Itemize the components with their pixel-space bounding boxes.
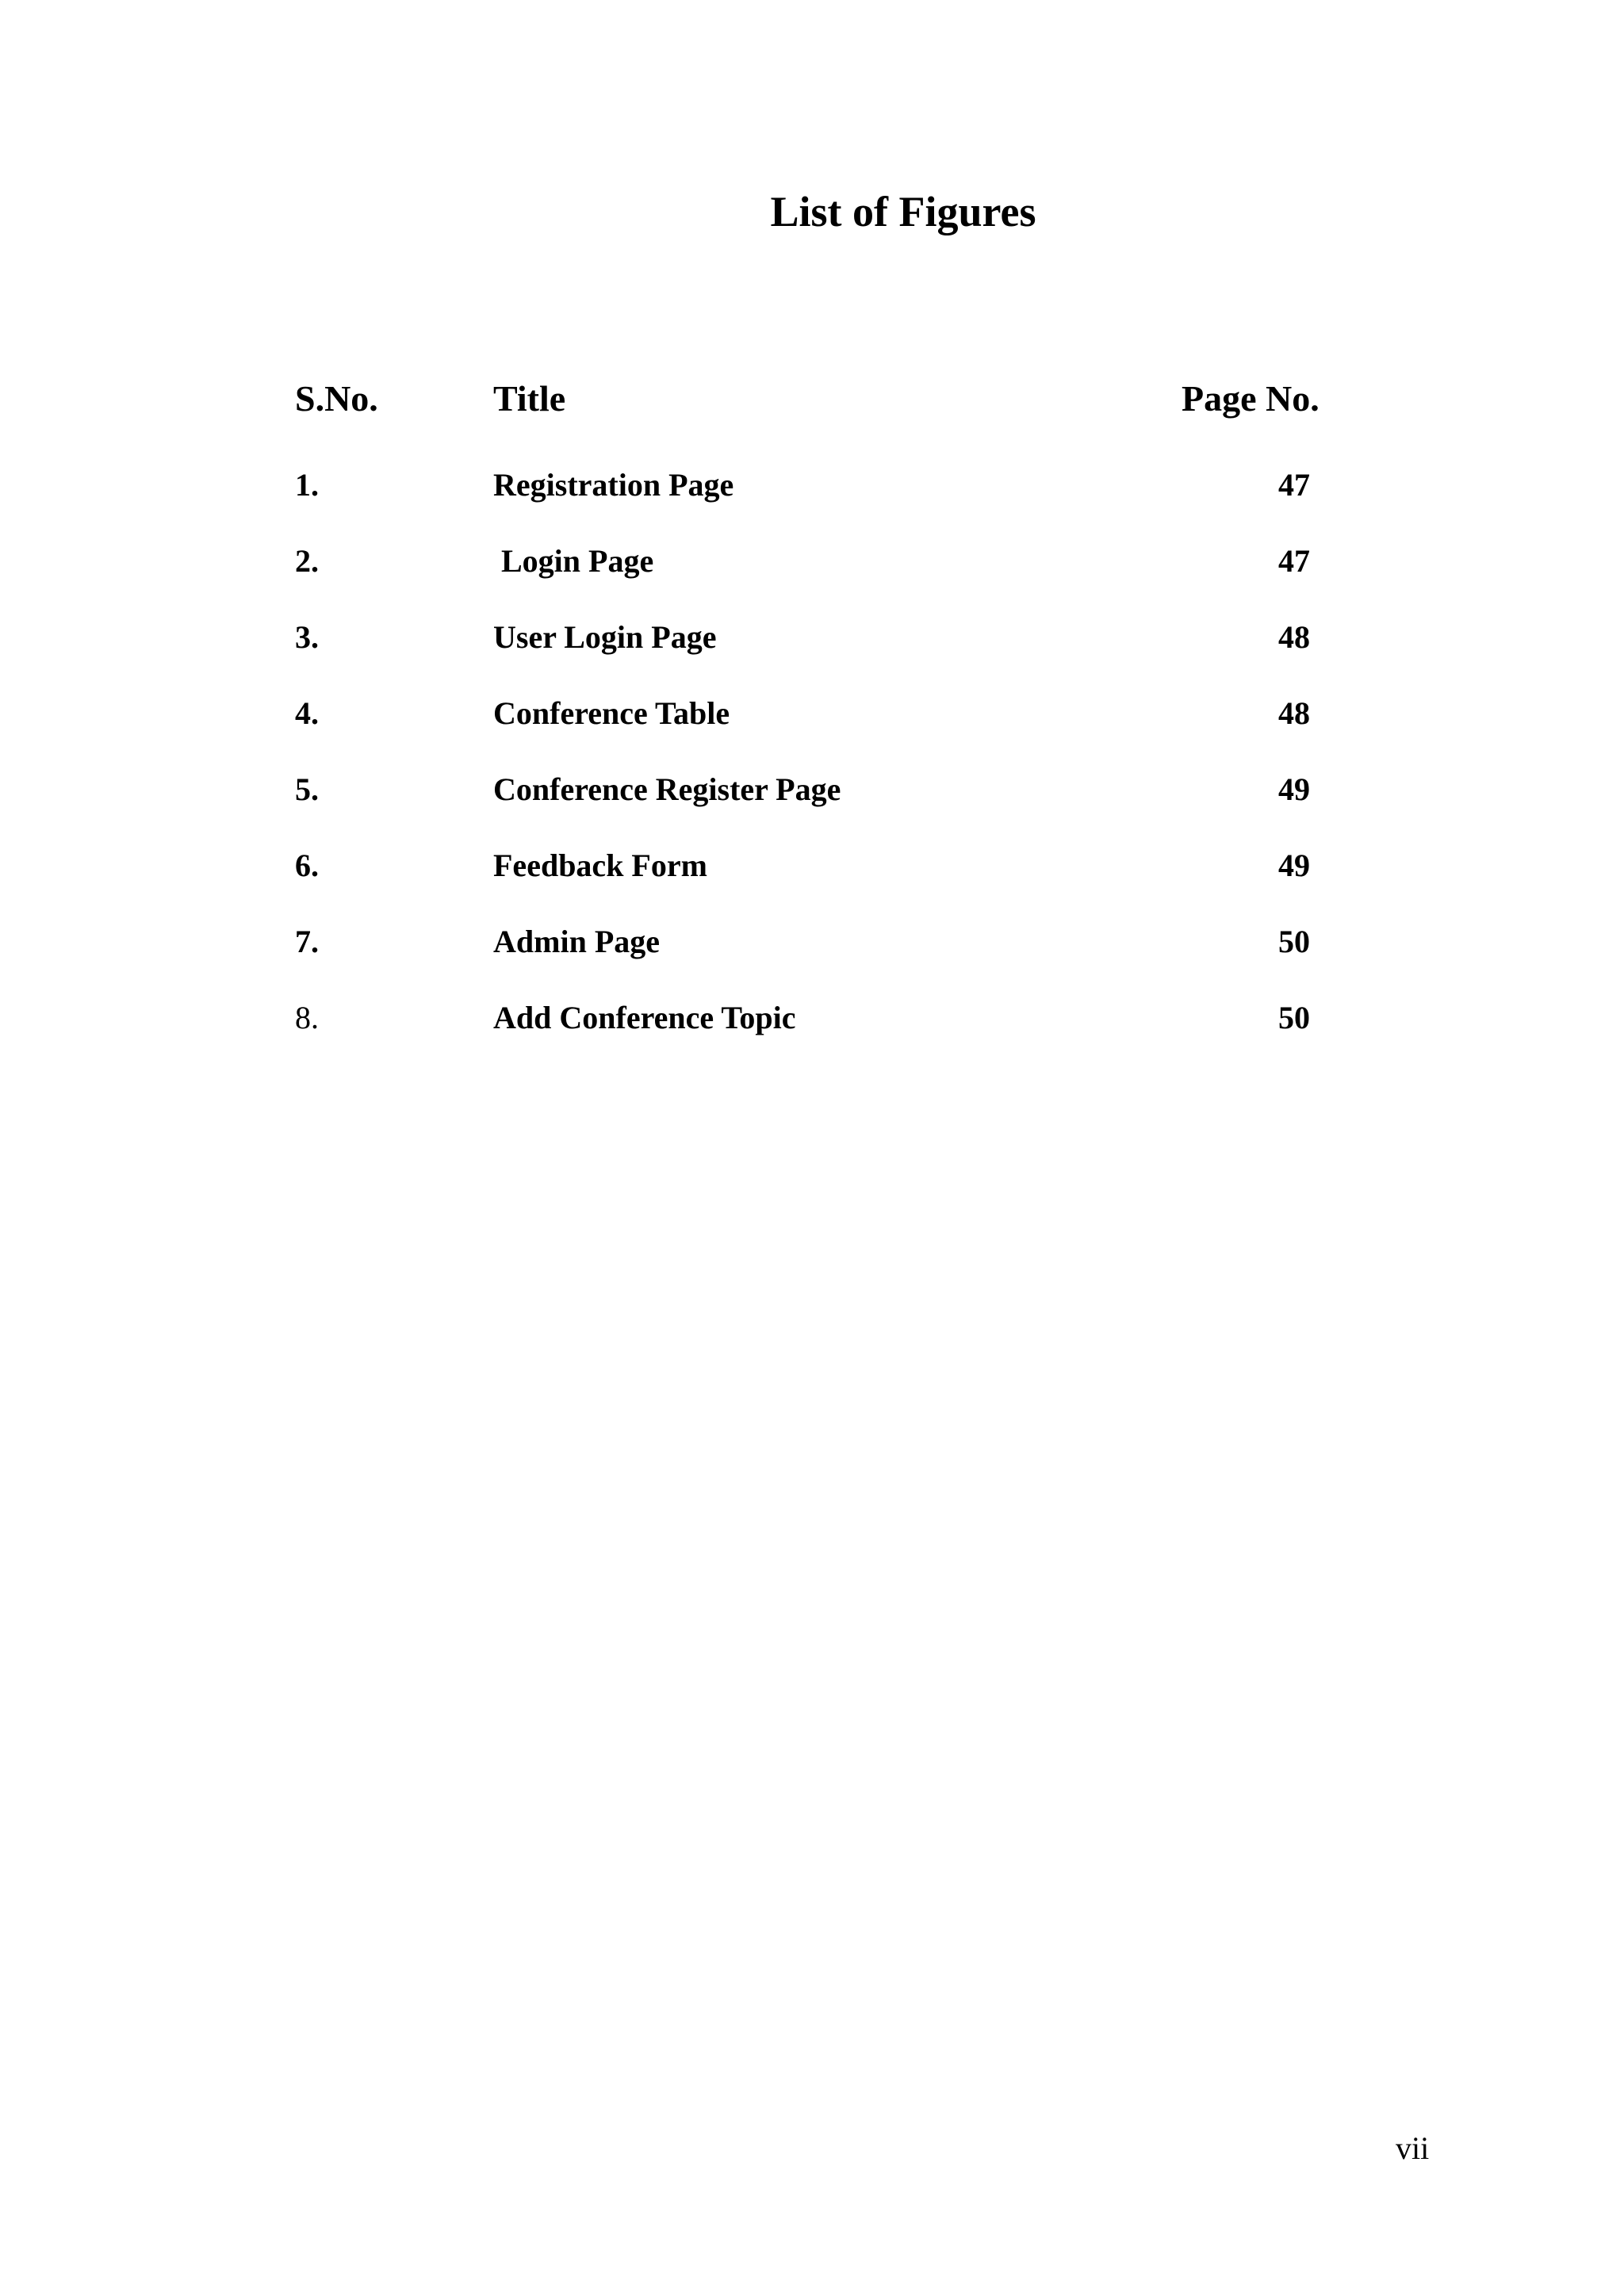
row-page-no: 47	[1278, 543, 1310, 579]
row-sno: 3.	[295, 619, 319, 655]
row-title: Registration Page	[493, 467, 734, 503]
row-title: Admin Page	[493, 924, 660, 959]
row-sno: 1.	[295, 467, 319, 503]
row-sno: 5.	[295, 771, 319, 807]
page-title: List of Figures	[770, 188, 1036, 235]
row-page-no: 48	[1278, 619, 1310, 655]
row-page-no: 49	[1278, 771, 1310, 807]
row-title: Login Page	[493, 543, 654, 579]
table-row	[0, 1002, 1624, 1050]
page-number: vii	[1396, 2130, 1430, 2166]
header-page-no: Page No.	[1182, 378, 1320, 419]
table-row	[0, 771, 1624, 821]
row-page-no: 48	[1278, 695, 1310, 731]
table-row	[0, 545, 1624, 593]
header-sno: S.No.	[295, 378, 378, 419]
row-page-no: 50	[1278, 924, 1310, 959]
row-sno: 8.	[295, 1000, 319, 1035]
row-title: Add Conference Topic	[493, 1000, 796, 1035]
row-title: Conference Register Page	[493, 771, 841, 807]
row-title: Feedback Form	[493, 848, 707, 883]
row-title: Conference Table	[493, 695, 730, 731]
row-sno: 2.	[295, 543, 319, 579]
row-sno: 6.	[295, 848, 319, 883]
row-sno: 4.	[295, 695, 319, 731]
row-page-no: 50	[1278, 1000, 1310, 1035]
table-row	[0, 695, 1624, 745]
table-row	[0, 469, 1624, 517]
row-page-no: 47	[1278, 467, 1310, 503]
table-row	[0, 850, 1624, 897]
header-title: Title	[493, 378, 566, 419]
table-row	[0, 926, 1624, 974]
row-sno: 7.	[295, 924, 319, 959]
table-row	[0, 619, 1624, 669]
row-title: User Login Page	[493, 619, 717, 655]
row-page-no: 49	[1278, 848, 1310, 883]
